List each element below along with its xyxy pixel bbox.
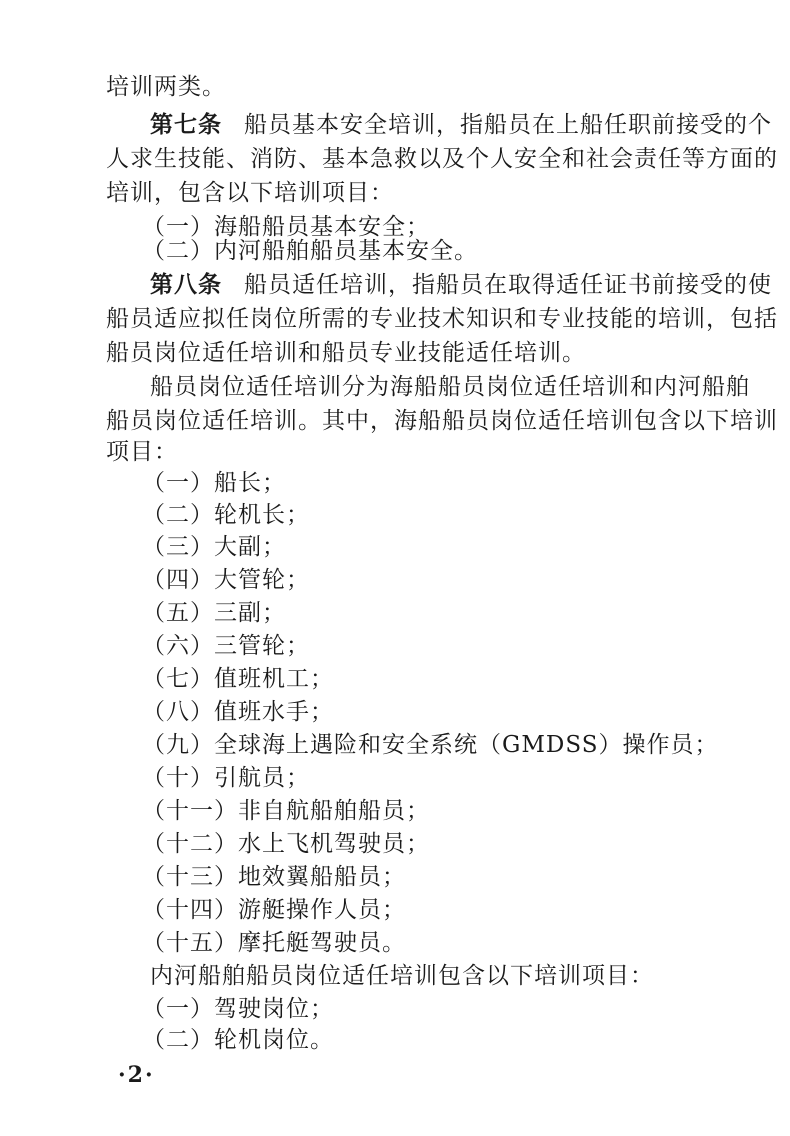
list-item: （一）海船船员基本安全； [142,214,430,240]
list-item: （二）内河船舶船员基本安全。 [142,238,478,264]
list-item: （十一）非自航船舶船员； [142,798,430,824]
page-number: ·2· [118,1062,155,1088]
text-line: 船员岗位适任培训和船员专业技能适任培训。 [106,340,586,366]
list-item: （十三）地效翼船船员； [142,864,406,890]
text-line: 船员适应拟任岗位所需的专业技术知识和专业技能的培训，包括 [106,306,778,332]
article-8-heading: 第八条 [150,271,222,298]
list-item: （五）三副； [142,600,286,626]
list-item: （二）轮机岗位。 [142,1027,334,1053]
list-item: （十）引航员； [142,765,310,791]
article-8-line: 第八条 船员适任培训，指船员在取得适任证书前接受的使 [150,271,772,298]
text-line: 内河船舶船员岗位适任培训包含以下培训项目： [150,963,654,989]
list-item: （一）船长； [142,470,286,496]
text-line: 船员岗位适任培训分为海船船员岗位适任培训和内河船舶 [150,374,750,400]
list-item: （十五）摩托艇驾驶员。 [142,930,406,956]
list-item: （八）值班水手； [142,699,334,725]
list-item: （三）大副； [142,534,286,560]
article-7-heading: 第七条 [150,111,222,138]
text-line: 项目： [106,439,178,465]
article-7-line: 第七条 船员基本安全培训，指船员在上船任职前接受的个 [150,111,772,138]
list-item: （六）三管轮； [142,633,310,659]
text-line: 培训两类。 [106,74,226,100]
list-item: （七）值班机工； [142,666,334,692]
text-line: 培训，包含以下培训项目： [106,180,394,206]
list-item: （四）大管轮； [142,567,310,593]
list-item: （一）驾驶岗位； [142,996,334,1022]
text-line: 人求生技能、消防、基本急救以及个人安全和社会责任等方面的 [106,146,778,172]
text-line: 船员岗位适任培训。其中，海船船员岗位适任培训包含以下培训 [106,408,778,434]
list-item: （二）轮机长； [142,502,310,528]
list-item: （十四）游艇操作人员； [142,897,406,923]
list-item: （十二）水上飞机驾驶员； [142,831,430,857]
list-item: （九）全球海上遇险和安全系统（GMDSS）操作员； [142,732,719,758]
